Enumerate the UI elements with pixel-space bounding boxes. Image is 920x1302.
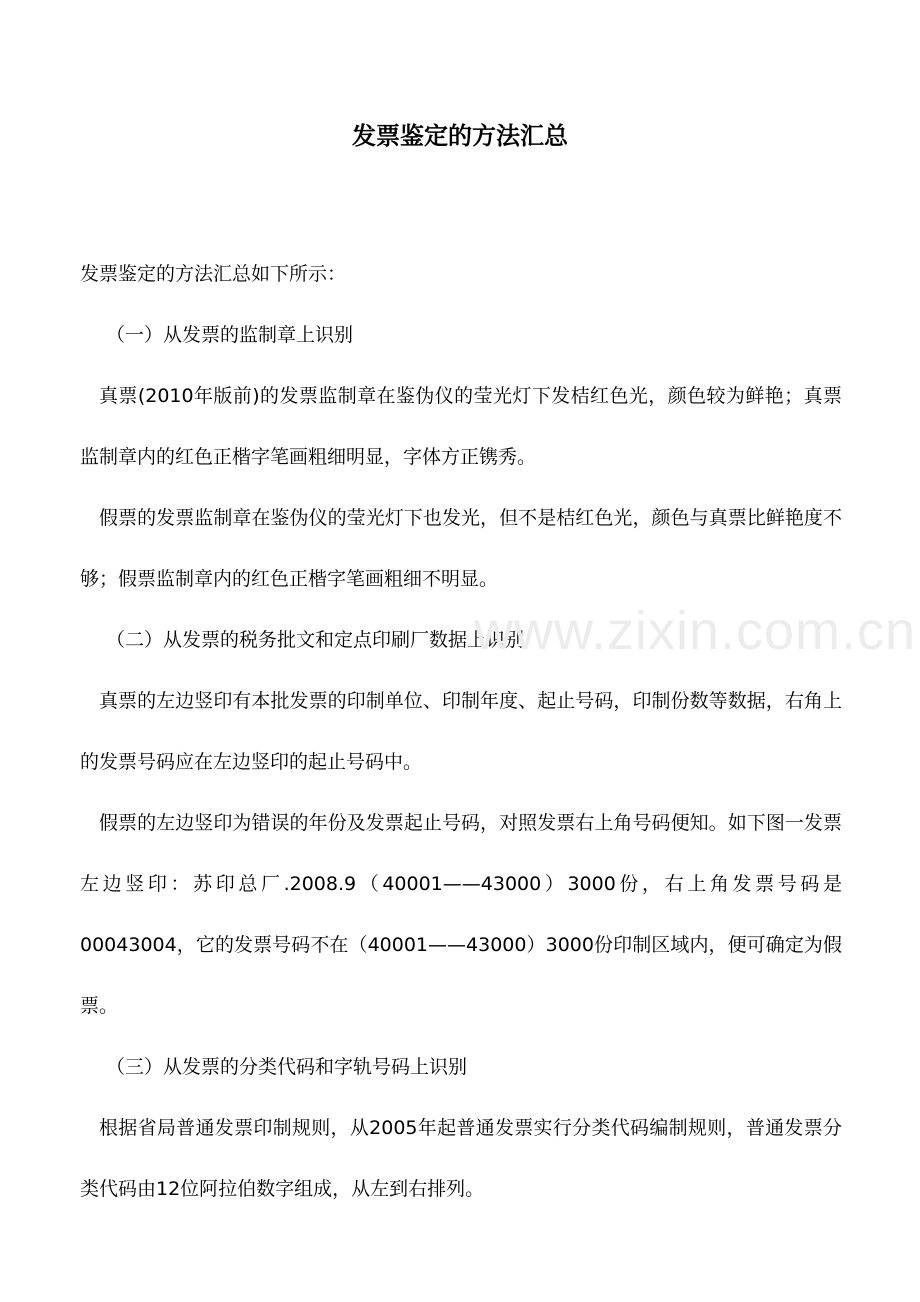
section-heading-1: （一）从发票的监制章上识别: [106, 324, 354, 346]
watermark: www.zixin.com.cn: [474, 601, 917, 661]
section-3-paragraph-1: 根据省局普通发票印制规则，从2005年起普通发票实行分类代码编制规则，普通发票分类代码由12位阿拉伯数字组成，从左到右排列。: [80, 1117, 842, 1200]
document-body: [80, 244, 842, 1220]
intro-paragraph: 发票鉴定的方法汇总如下所示：: [80, 263, 347, 285]
section-2-paragraph-2: 假票的左边竖印为错误的年份及发票起止号码，对照发票右上角号码便知。如下图一发票左边竖印：苏印总厂.2008.9（40001——43000）3000份，右上角发票号码是00043004，它的发票号码不在（40001——43000）3000份印制区域内，便可确定为假票。: [80, 812, 842, 1017]
section-1-paragraph-2: 假票的发票监制章在鉴伪仪的莹光灯下也发光，但不是桔红色光，颜色与真票比鲜艳度不够；假票监制章内的红色正楷字笔画粗细不明显。: [80, 507, 842, 590]
section-heading-2: （二）从发票的税务批文和定点印刷厂数据上识别: [106, 629, 525, 651]
document-title: 发票鉴定的方法汇总: [352, 121, 568, 150]
section-heading-3: （三）从发票的分类代码和字轨号码上识别: [106, 1056, 468, 1078]
section-1-paragraph-1: 真票(2010年版前)的发票监制章在鉴伪仪的莹光灯下发桔红色光，颜色较为鲜艳；真票监制章内的红色正楷字笔画粗细明显，字体方正镌秀。: [80, 385, 842, 468]
section-2-paragraph-1: 真票的左边竖印有本批发票的印制单位、印制年度、起止号码，印制份数等数据，右角上的发票号码应在左边竖印的起止号码中。: [80, 690, 842, 773]
